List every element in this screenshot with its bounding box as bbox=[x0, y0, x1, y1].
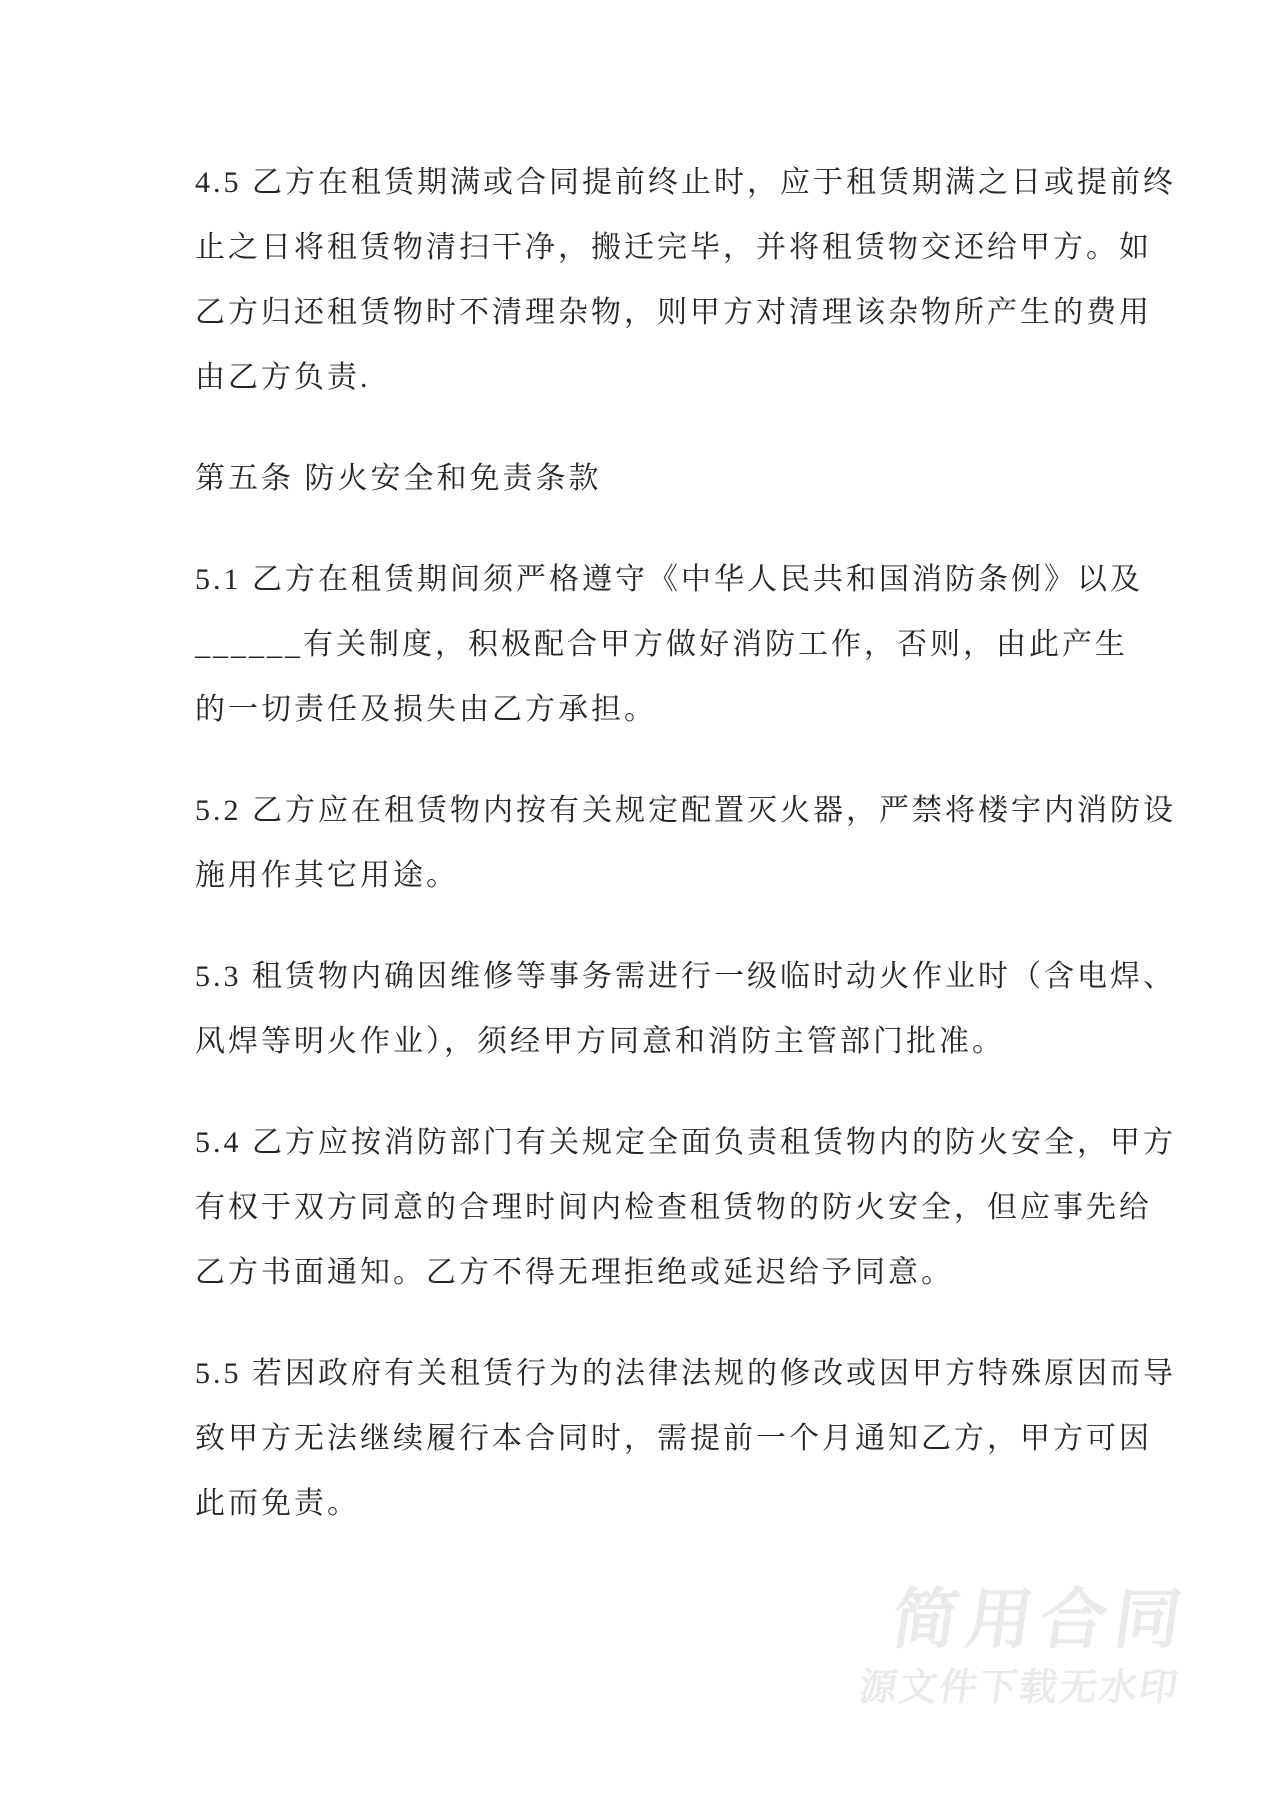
text-line: 乙方书面通知。乙方不得无理拒绝或延迟给予同意。 bbox=[195, 1256, 954, 1289]
text-line: 5.5 若因政府有关租赁行为的法律法规的修改或因甲方特殊原因而导 bbox=[195, 1357, 1176, 1390]
text-line: 5.1 乙方在租赁期间须严格遵守《中华人民共和国消防条例》以及 bbox=[195, 563, 1143, 596]
text-line: 的一切责任及损失由乙方承担。 bbox=[195, 693, 657, 726]
text-line: 乙方归还租赁物时不清理杂物，则甲方对清理该杂物所产生的费用 bbox=[195, 296, 1152, 329]
text-line: 5.2 乙方应在租赁物内按有关规定配置灭火器，严禁将楼宇内消防设 bbox=[195, 794, 1176, 827]
text-line: 施用作其它用途。 bbox=[195, 859, 459, 892]
text-line: 此而免责。 bbox=[195, 1487, 360, 1520]
clause-5-4 bbox=[195, 1110, 1185, 1305]
text-line: 有权于双方同意的合理时间内检查租赁物的防火安全，但应事先给 bbox=[195, 1191, 1152, 1224]
clause-5-1 bbox=[195, 547, 1185, 742]
text-line: 风焊等明火作业），须经甲方同意和消防主管部门批准。 bbox=[195, 1025, 1005, 1058]
watermark-subtitle-text: 源文件下载无水印 bbox=[856, 1667, 1183, 1709]
watermark-brand-text: 简用合同 bbox=[887, 1582, 1195, 1656]
clause-5-3 bbox=[195, 944, 1185, 1074]
text-line: ______有关制度，积极配合甲方做好消防工作，否则，由此产生 bbox=[195, 628, 1128, 661]
text-line: 致甲方无法继续履行本合同时，需提前一个月通知乙方，甲方可因 bbox=[195, 1422, 1152, 1455]
clause-5-2 bbox=[195, 778, 1185, 908]
text-line: 由乙方负责. bbox=[195, 361, 371, 394]
text-line: 第五条 防火安全和免责条款 bbox=[195, 462, 602, 495]
contract-body bbox=[195, 150, 1185, 1572]
clause-4-5 bbox=[195, 150, 1185, 410]
text-line: 4.5 乙方在租赁期满或合同提前终止时，应于租赁期满之日或提前终 bbox=[195, 166, 1176, 199]
watermark bbox=[856, 1582, 1195, 1709]
article-5-heading bbox=[195, 446, 1185, 511]
text-line: 止之日将租赁物清扫干净，搬迁完毕，并将租赁物交还给甲方。如 bbox=[195, 231, 1152, 264]
clause-5-5 bbox=[195, 1341, 1185, 1536]
text-line: 5.3 租赁物内确因维修等事务需进行一级临时动火作业时（含电焊、 bbox=[195, 960, 1176, 993]
text-line: 5.4 乙方应按消防部门有关规定全面负责租赁物内的防火安全，甲方 bbox=[195, 1126, 1176, 1159]
